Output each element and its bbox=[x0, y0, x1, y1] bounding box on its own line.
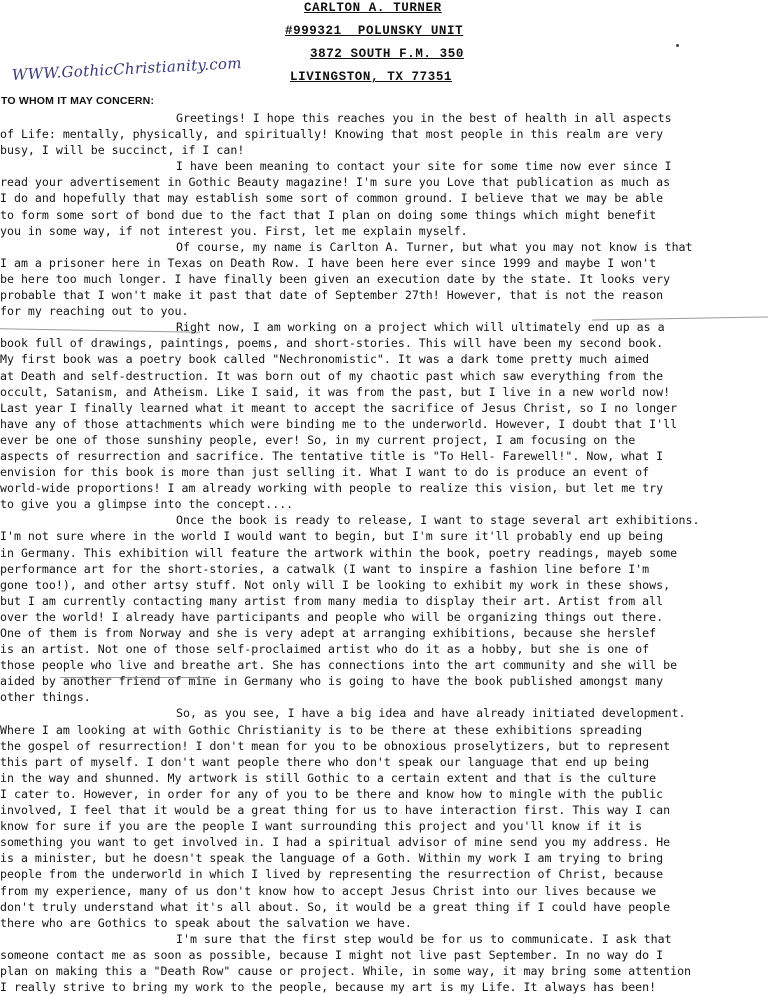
letter-line: is a minister, but he doesn't speak the language of a Goth. Within my work I am trying to bring bbox=[0, 851, 664, 866]
letter-line: Right now, I am working on a project which will ultimately end up as a bbox=[176, 320, 665, 335]
letter-line: Where I am looking at with Gothic Christianity is to be there at these exhibitions spreading bbox=[0, 722, 643, 737]
letter-line: from my experience, many of us don't know how to accept Jesus Christ into our lives because we bbox=[0, 883, 657, 898]
letter-line: the gospel of resurrection! I don't mean for you to be obnoxious proselytizers, but to represent bbox=[0, 738, 671, 753]
letter-line: One of them is from Norway and she is very adept at arranging exhibitions, because she herslef bbox=[0, 626, 657, 640]
letter-body bbox=[0, 110, 768, 995]
sender-city: LIVINGSTON, TX 77351 bbox=[290, 70, 453, 84]
letter-line: busy, I will be succinct, if I can! bbox=[0, 143, 245, 158]
handwritten-website-url: WWW.GothicChristianity.com bbox=[11, 53, 243, 84]
letter-line: involved, I feel that it would be a great thing for us to have interaction first. This way I can bbox=[0, 803, 671, 818]
ink-speck bbox=[676, 44, 679, 47]
letter-line: Of course, my name is Carlton A. Turner, but what you may not know is that bbox=[176, 239, 693, 254]
letter-line: I really strive to bring my work to the people, because my art is my Life. It always has been! bbox=[0, 980, 657, 995]
letter-line: ever be one of those sunshiny people, ever! So, in my current project, I am focusing on the bbox=[0, 432, 636, 447]
letter-line: I am a prisoner here in Texas on Death Row. I have been here ever since 1999 and maybe I won't bbox=[0, 255, 657, 270]
letter-line: have any of those attachments which were binding me to the underworld. However, I doubt that I'll bbox=[0, 416, 678, 431]
letter-line: envision for this book is more than just selling it. What I want to do is produce an event of bbox=[0, 465, 650, 480]
letter-line: other things. bbox=[0, 690, 91, 705]
letter-line: world-wide proportions! I am already working with people to realize this vision, but let me try bbox=[0, 481, 664, 496]
letter-line: those people who live and breathe art. She has connections into the art community and she will be bbox=[0, 658, 678, 673]
letter-line: read your advertisement in Gothic Beauty magazine! I'm sure you Love that publication as much as bbox=[0, 175, 671, 190]
letter-line: gone too!), and other artsy stuff. Not only will I be looking to exhibit my work in these shows, bbox=[0, 577, 671, 592]
letter-line: in the way and shunned. My artwork is still Gothic to a certain extent and that is the culture bbox=[0, 770, 657, 785]
letter-line: of Life: mentally, physically, and spiritually! Knowing that most people in this realm are very bbox=[0, 127, 664, 142]
letter-line: is an artist. Not one of those self-proclaimed artist who do it as a hobby, but she is one of bbox=[0, 642, 650, 657]
letter-line: My first book was a poetry book called "Nechronomistic". It was a dark tome pretty much aimed bbox=[0, 352, 650, 367]
letter-line: someone contact me as soon as possible, because I might not live past September. In no way do I bbox=[0, 947, 664, 962]
letter-line: to form some sort of bond due to the fact that I plan on doing some things which might benefit bbox=[0, 207, 657, 222]
letter-line: Once the book is ready to release, I want to stage several art exhibitions. bbox=[176, 513, 700, 528]
letter-line: you in some way, if not interest you. First, let me explain myself. bbox=[0, 223, 468, 238]
letter-line: for my reaching out to you. bbox=[0, 304, 189, 319]
letter-line: aspects of resurrection and sacrifice. The tentative title is "To Hell- Farewell!". Now, what I bbox=[0, 448, 664, 463]
letter-line: Greetings! I hope this reaches you in the best of health in all aspects bbox=[176, 111, 672, 125]
letter-line: I cater to. However, in order for any of you to be there and know how to mingle with the public bbox=[0, 786, 664, 801]
letter-line: know for sure if you are the people I want surrounding this project and you'll know if it is bbox=[0, 819, 643, 834]
letter-line: this part of myself. I don't want people there who don't speak our language that end up being bbox=[0, 754, 650, 769]
letter-line: plan on making this a "Death Row" cause or project. While, in some way, it may bring some attention bbox=[0, 963, 692, 978]
sender-name: CARLTON A. TURNER bbox=[304, 1, 442, 15]
letter-line: to give you a glimpse into the concept.... bbox=[0, 497, 294, 512]
letter-line: but I am currently contacting many artist from many media to display their art. Artist from all bbox=[0, 593, 664, 608]
letter-line: I do and hopefully that may establish some sort of common ground. I believe that we may be able bbox=[0, 191, 664, 206]
letter-line: there who are Gothics to speak about the salvation we have. bbox=[0, 915, 412, 930]
letter-line: something you want to get involved in. I had a spiritual advisor of mine send you my address. He bbox=[0, 835, 671, 850]
letter-line: I'm sure that the first step would be for us to communicate. I ask that bbox=[176, 931, 672, 946]
letter-line: people from the underworld in which I lived by representing the resurrection of Christ, because bbox=[0, 867, 664, 882]
sender-inmate-id: #999321 POLUNSKY UNIT bbox=[285, 24, 464, 38]
letter-line: aided by another friend of mine in Germany who is going to have the book published amongst many bbox=[0, 674, 664, 689]
letter-line: at Death and self-destruction. It was born out of my chaotic past which saw everything from the bbox=[0, 368, 664, 383]
sender-street-address: 3872 SOUTH F.M. 350 bbox=[310, 47, 464, 61]
letter-line: probable that I won't make it past that date of September 27th! However, that is not the reason bbox=[0, 288, 664, 303]
letter-line: don't truly understand what it's all about. So, it would be a great thing if I could have people bbox=[0, 899, 671, 914]
letter-line: I'm not sure where in the world I would want to begin, but I'm sure it'll probably end up being bbox=[0, 529, 664, 544]
letter-line: performance art for the short-stories, a catwalk (I want to inspire a fashion line before I'm bbox=[0, 561, 650, 576]
letter-line: book full of drawings, paintings, poems, and short-stories. This will have been my second book. bbox=[0, 336, 664, 351]
letter-line: in Germany. This exhibition will feature the artwork within the book, poetry readings, mayeb some bbox=[0, 545, 678, 560]
letter-line: So, as you see, I have a big idea and have already initiated development. bbox=[176, 706, 686, 721]
letter-line: occult, Satanism, and Atheism. Like I said, it was from the past, but I live in a new world now! bbox=[0, 384, 671, 399]
letter-line: over the world! I already have participants and people who will be organizing things out there. bbox=[0, 609, 664, 624]
letter-line: Last year I finally learned what it meant to accept the sacrifice of Jesus Christ, so I no longer bbox=[0, 400, 678, 415]
salutation: TO WHOM IT MAY CONCERN: bbox=[1, 95, 155, 107]
letter-line: be here too much longer. I have finally been given an execution date by the state. It looks very bbox=[0, 271, 671, 286]
letter-line: I have been meaning to contact your site for some time now ever since I bbox=[176, 159, 672, 174]
